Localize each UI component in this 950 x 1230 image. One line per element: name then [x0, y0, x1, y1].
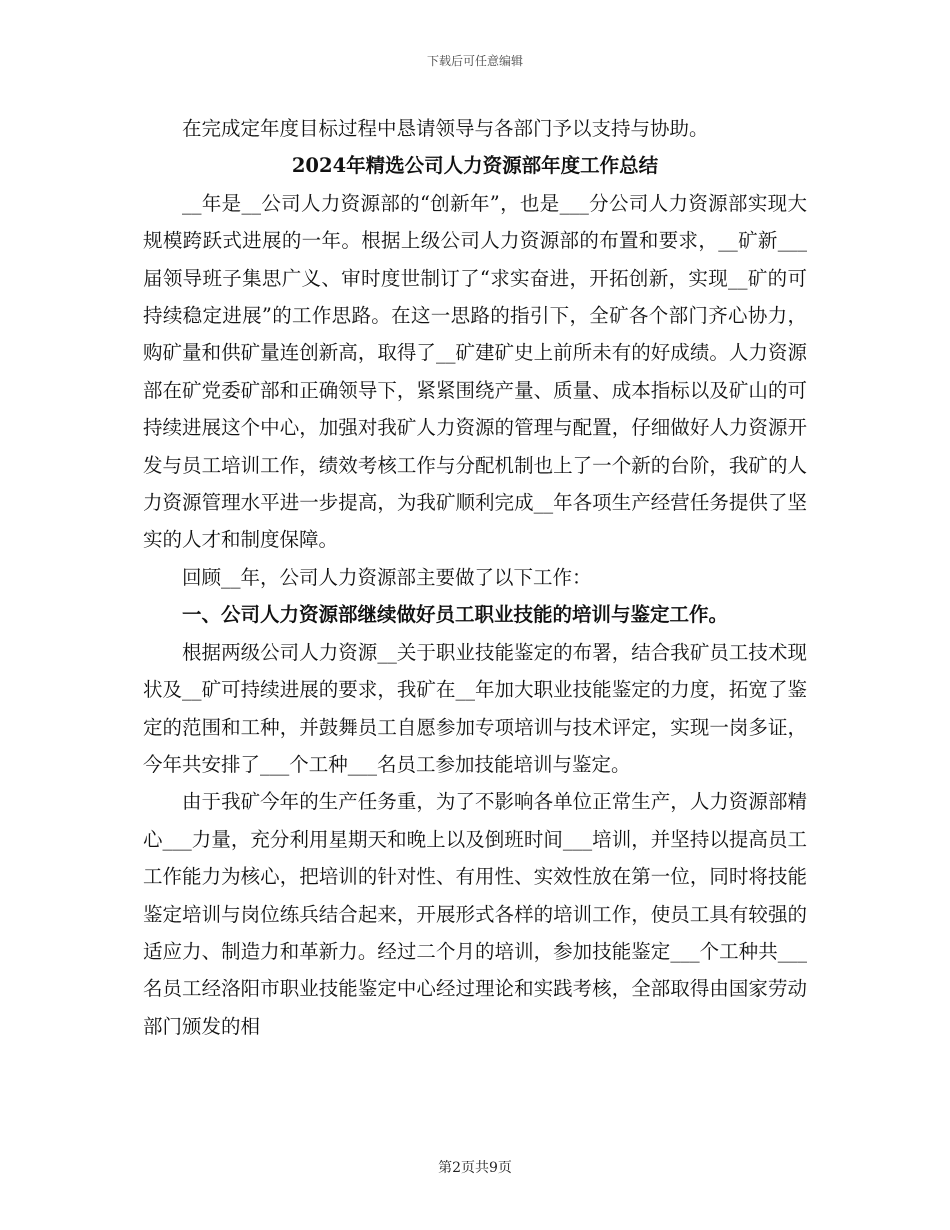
- paragraph-overview: __年是__公司人力资源部的“创新年”，也是___分公司人力资源部实现大规模跨跃式进展的一年。根据上级公司人力资源部的布置和要求，__矿新___届领导班子集思广义、审时度世制订了“求实奋进，开拓创新，实现__矿的可持续稳定进展”的工作思路。在这一思路的指引下，全矿各个部门齐心协力，购矿量和供矿量连创新高，取得了__矿建矿史上前所未有的好成绩。人力资源部在矿党委矿部和正确领导下，紧紧围绕产量、质量、成本指标以及矿山的可持续进展这个中心，加强对我矿人力资源的管理与配置，仔细做好人力资源开发与员工培训工作，绩效考核工作与分配机制也上了一个新的台阶，我矿的人力资源管理水平进一步提高，为我矿顺利完成__年各项生产经营任务提供了坚实的人才和制度保障。: [143, 191, 807, 552]
- document-body: [143, 110, 807, 1045]
- intro-line: 在完成定年度目标过程中恳请领导与各部门予以支持与协助。: [182, 117, 709, 140]
- paragraph-skill-appraisal: 根据两级公司人力资源__关于职业技能鉴定的布署，结合我矿员工技术现状及__矿可持续进展的要求，我矿在__年加大职业技能鉴定的力度，拓宽了鉴定的范围和工种，并鼓舞员工自愿参加专项培训与技术评定，实现一岗多证，今年共安排了___个工种___名员工参加技能培训与鉴定。: [143, 640, 807, 776]
- paragraph-review: 回顾__年，公司人力资源部主要做了以下工作：: [182, 565, 592, 589]
- paragraph-training: 由于我矿今年的生产任务重，为了不影响各单位正常生产，人力资源部精心___力量，充分利用星期天和晚上以及倒班时间___培训，并坚持以提高员工工作能力为核心，把培训的针对性、有用性、实效性放在第一位，同时将技能鉴定培训与岗位练兵结合起来，开展形式各样的培训工作，使员工具有较强的适应力、制造力和革新力。经过二个月的培训，参加技能鉴定___个工种共___名员工经洛阳市职业技能鉴定中心经过理论和实践考核，全部取得由国家劳动部门颁发的相: [143, 790, 807, 1038]
- page-number: 第2页共9页: [438, 1160, 512, 1176]
- document-title: 2024年精选公司人力资源部年度工作总结: [291, 154, 659, 178]
- page-header-note: 下载后可任意编辑: [426, 54, 523, 68]
- section-heading-1: 一、公司人力资源部继续做好员工职业技能的培训与鉴定工作。: [182, 603, 729, 627]
